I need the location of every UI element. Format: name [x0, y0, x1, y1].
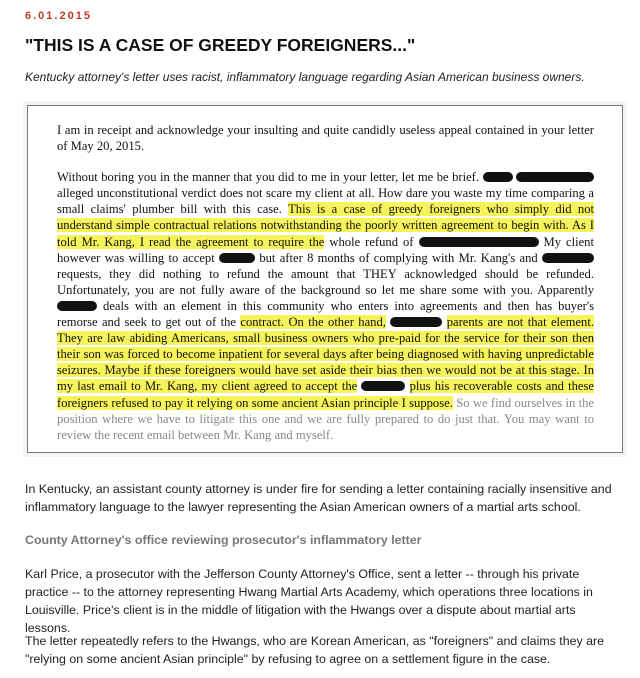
highlighted-text: contract. On the other hand, — [240, 315, 386, 330]
redaction-bar — [516, 172, 594, 182]
redaction-bar — [419, 237, 539, 247]
redaction-bar — [483, 172, 513, 182]
highlighted-text: parents are not that element. They are law abiding Americans, small business owners who pre-paid for the service for their son then their son was forced to become inpatient for several days after being diagnosed with having unpredictable seizures. Maybe if these foreigners would have set aside their bias then we would not be at this stage. In my last email to Mr. Kang, my client agreed to accept the — [57, 315, 594, 394]
letter-text — [57, 122, 594, 453]
letter-sentence: Without boring you in the manner that you did to me in your letter, let me be brief. — [57, 170, 480, 185]
article-intro-paragraph: In Kentucky, an assistant county attorney is under fire for sending a letter containing racially insensitive and inflammatory language to the lawyer representing the Asian American owners of a martial arts school. — [25, 482, 612, 514]
highlighted-text: plus his recoverable costs and these foreigners refused to pay it relying on some ancient Asian principle I suppose. — [57, 379, 595, 410]
letter-sentence: but after 8 months of complying with Mr. Kang's and — [259, 250, 538, 265]
letter-sentence: whole refund of — [329, 234, 414, 249]
redaction-bar — [361, 381, 405, 391]
highlighted-text: This is a case of greedy foreigners who simply did not understand simple contractual relations notwithstanding the poorly written agreement to begin with. As I told Mr. Kang, I read the agreement to require the — [57, 202, 594, 249]
redaction-bar — [542, 253, 594, 263]
article-subtitle: Kentucky attorney's letter uses racist, inflammatory language regarding Asian American business owners. — [25, 70, 585, 84]
letter-paragraph-1: I am in receipt and acknowledge your insulting and quite candidly useless appeal contained in your letter of May 20, 2015. — [57, 123, 594, 154]
letter-sentence: deals with an element in this community who enters into agreements and then has buyer's remorse and seek to get out of the — [57, 298, 594, 330]
redaction-bar — [390, 317, 442, 327]
redaction-bar — [219, 253, 255, 263]
letter-sentence: requests, they did nothing to refund the amount that THEY acknowledged should be refunded. Unfortunately, you are not fully aware of the background so let me share some with you. Apparently — [57, 266, 594, 297]
letter-image — [27, 105, 623, 453]
post-date: 6.01.2015 — [25, 10, 92, 22]
article-subheading: County Attorney's office reviewing prosecutor's inflammatory letter — [25, 533, 422, 547]
letter-sentence: So we find ourselves in the position where we have to litigate this one and we are fully prepared to do just that. You may want to review the recent email between Mr. Kang and myself. — [57, 395, 595, 442]
article-paragraph: The letter repeatedly refers to the Hwangs, who are Korean American, as "foreigners" and claims they are "relying on some ancient Asian principle" by refusing to agree on a settlement figure in the case. — [25, 634, 605, 666]
article-title: "THIS IS A CASE OF GREEDY FOREIGNERS..." — [25, 35, 416, 55]
redaction-bar — [57, 301, 97, 311]
letter-sentence: My client however was willing to accept — [57, 234, 594, 265]
article-paragraph: Karl Price, a prosecutor with the Jefferson County Attorney's Office, sent a letter -- through his private practice -- to the attorney representing Hwang Martial Arts Academy, which operations three locations in Louisville. Price's client is in the middle of litigation with the Hwangs over a dispute about martial arts lessons. — [25, 567, 593, 635]
letter-sentence: alleged unconstitutional verdict does not scare my client at all. How dare you waste my time comparing a small claims' plumber bill with this case. — [57, 186, 594, 217]
letter-paragraph-2 — [57, 169, 594, 443]
